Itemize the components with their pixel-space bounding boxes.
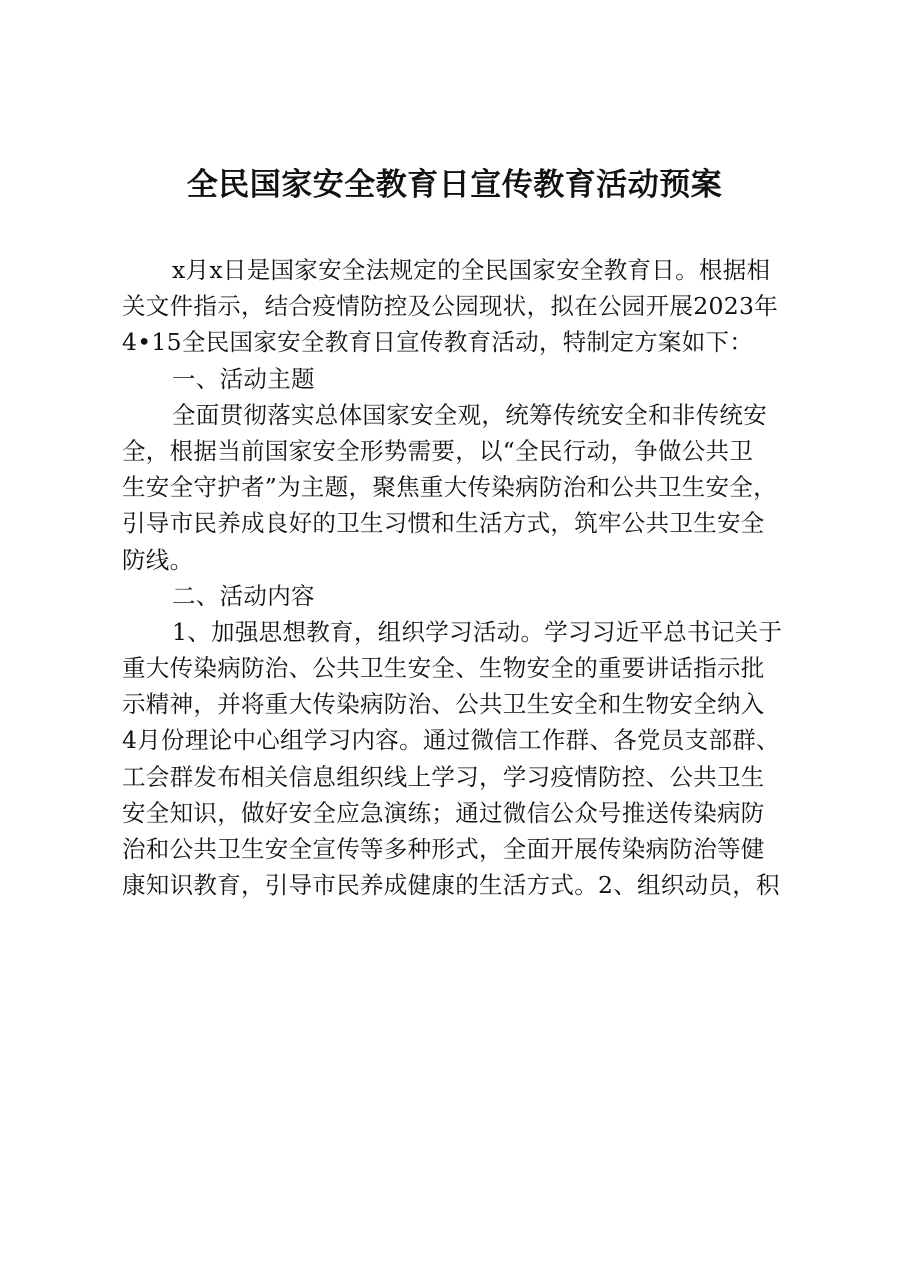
- text-line: 治和公共卫生安全宣传等多种形式，全面开展传染病防治等健: [122, 835, 765, 863]
- text-line: 关文件指示，结合疫情防控及公园现状，拟在公园开展2023年: [122, 292, 779, 321]
- text-line: 全面贯彻落实总体国家安全观，统筹传统安全和非传统安: [172, 400, 767, 429]
- section-heading: 一、活动主题: [172, 364, 315, 393]
- text-line: 重大传染病防治、公共卫生安全、生物安全的重要讲话指示批: [122, 654, 765, 683]
- text-line: 全，根据当前国家安全形势需要，以“全民行动，争做公共卫: [122, 436, 754, 465]
- text-line: 引导市民养成良好的卫生习惯和生活方式，筑牢公共卫生安全: [122, 509, 765, 538]
- document-body: [122, 252, 800, 903]
- text-line: 生安全守护者”为主题，聚焦重大传染病防治和公共卫生安全，: [122, 473, 777, 502]
- text-line: 1、加强思想教育，组织学习活动。学习习近平总书记关于: [172, 617, 783, 646]
- text-line: 康知识教育，引导市民养成健康的生活方式。2、组织动员，积: [122, 871, 780, 900]
- text-line: 4•15全民国家安全教育日宣传教育活动，特制定方案如下：: [122, 328, 754, 357]
- text-line: 4月份理论中心组学习内容。通过微信工作群、各党员支部群、: [122, 726, 780, 755]
- text-line: x月x日是国家安全法规定的全民国家安全教育日。根据相: [172, 256, 771, 284]
- text-line: 防线。: [122, 545, 194, 574]
- document-title: 全民国家安全教育日宣传教育活动预案: [186, 167, 723, 203]
- text-line: 工会群发布相关信息组织线上学习，学习疫情防控、公共卫生: [122, 762, 765, 791]
- text-line: 安全知识，做好安全应急演练；通过微信公众号推送传染病防: [122, 798, 765, 827]
- text-line: 示精神，并将重大传染病防治、公共卫生安全和生物安全纳入: [122, 690, 765, 719]
- section-heading: 二、活动内容: [172, 581, 315, 610]
